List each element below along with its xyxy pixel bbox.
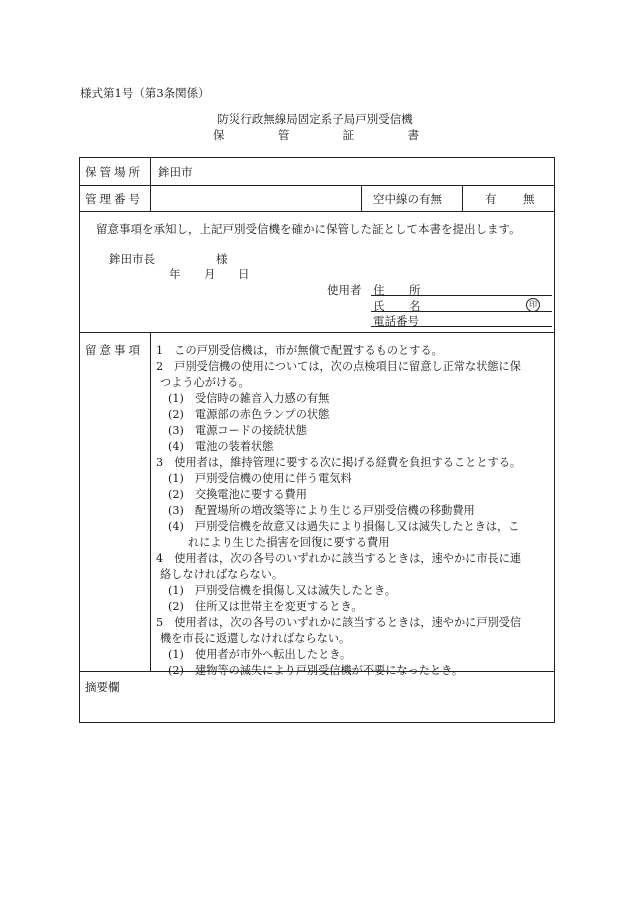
antenna-no-option[interactable]: 無 xyxy=(523,192,535,206)
row-divider xyxy=(80,332,554,333)
date-day: 日 xyxy=(238,267,250,281)
addressee-honorific: 様 xyxy=(216,252,228,266)
column-divider xyxy=(361,185,362,211)
management-number-label: 管理番号 xyxy=(85,192,143,206)
note-line: (2) 交換電池に要する費用 xyxy=(168,488,307,501)
column-divider xyxy=(150,158,151,211)
note-line: 機を市長に返還しなければならない。 xyxy=(160,632,351,645)
title-char-1: 保 xyxy=(213,128,225,142)
title-char-3: 証 xyxy=(342,128,355,142)
note-line: (3) 配置場所の増改築等により生じる戸別受信機の移動費用 xyxy=(168,504,475,517)
addressee: 鉾田市長 xyxy=(109,252,155,266)
declaration-statement: 留意事項を承知し，上記戸別受信機を確かに保管した証として本書を提出します。 xyxy=(96,222,521,236)
certificate-form-table xyxy=(79,157,555,723)
note-line: 5 使用者は，次の各号のいずれかに該当するときは，速やかに戸別受信 xyxy=(156,616,522,629)
name-underline[interactable] xyxy=(371,311,552,312)
note-line: 1 この戸別受信機は，市が無償で配置するものとする。 xyxy=(156,344,443,357)
row-divider xyxy=(80,211,554,212)
note-line: (1) 戸別受信機の使用に伴う電気料 xyxy=(168,472,352,485)
date-month: 月 xyxy=(204,267,216,281)
antenna-yes-option[interactable]: 有 xyxy=(485,192,497,206)
user-label: 使用者 xyxy=(327,283,362,297)
note-line: (4) 戸別受信機を故意又は過失により損傷し又は滅失したときは，こ xyxy=(168,520,520,533)
seal-mark: 印 xyxy=(526,298,540,312)
notes-label: 留意事項 xyxy=(85,343,143,357)
title-char-4: 書 xyxy=(407,128,419,142)
storage-place-value: 鉾田市 xyxy=(158,165,193,179)
note-line: (1) 戸別受信機を損傷し又は滅失したとき。 xyxy=(168,584,396,597)
note-line: 3 使用者は，維持管理に要する次に掲げる経費を負担することとする。 xyxy=(156,456,522,469)
note-line: (2) 電源部の赤色ランプの状態 xyxy=(168,408,330,421)
phone-underline[interactable] xyxy=(371,326,552,327)
form-number-label: 様式第1号（第3条関係） xyxy=(80,86,210,100)
address-underline[interactable] xyxy=(371,295,552,296)
address-label-char-2: 所 xyxy=(409,283,421,297)
note-line: 絡しなければならない。 xyxy=(160,568,284,581)
document-title-line2 xyxy=(213,127,419,143)
note-line: (1) 受信時の雑音入力感の有無 xyxy=(168,392,330,405)
remarks-label: 摘要欄 xyxy=(85,680,120,694)
note-line: (4) 電池の装着状態 xyxy=(168,440,274,453)
address-label-char-1: 住 xyxy=(373,283,385,297)
antenna-label: 空中線の有無 xyxy=(373,192,442,206)
remarks-field[interactable] xyxy=(82,695,552,721)
name-label-char-2: 名 xyxy=(409,299,421,313)
note-line: (2) 住所又は世帯主を変更するとき。 xyxy=(168,600,363,613)
note-line: 2 戸別受信機の使用については，次の点検項目に留意し正常な状態に保 xyxy=(156,360,521,373)
document-title-line1: 防災行政無線局固定系子局戸別受信機 xyxy=(217,112,413,126)
storage-place-label: 保管場所 xyxy=(85,165,143,179)
note-line: 4 使用者は，次の各号のいずれかに該当するときは，速やかに市長に連 xyxy=(156,552,522,565)
note-line: (1) 使用者が市外へ転出したとき。 xyxy=(168,648,352,661)
management-number-field[interactable] xyxy=(153,186,359,210)
note-line: れにより生じた損害を回復に要する費用 xyxy=(188,536,390,549)
phone-label: 電話番号 xyxy=(373,314,419,328)
column-divider xyxy=(462,185,463,211)
note-line: (2) 建物等の滅失により戸別受信機が不要になったとき。 xyxy=(168,664,464,677)
date-year: 年 xyxy=(169,267,181,281)
title-char-2: 管 xyxy=(277,128,290,142)
column-divider xyxy=(150,332,151,671)
name-label-char-1: 氏 xyxy=(373,299,385,313)
note-line: つよう心がける。 xyxy=(160,376,250,389)
note-line: (3) 電源コードの接続状態 xyxy=(168,424,307,437)
